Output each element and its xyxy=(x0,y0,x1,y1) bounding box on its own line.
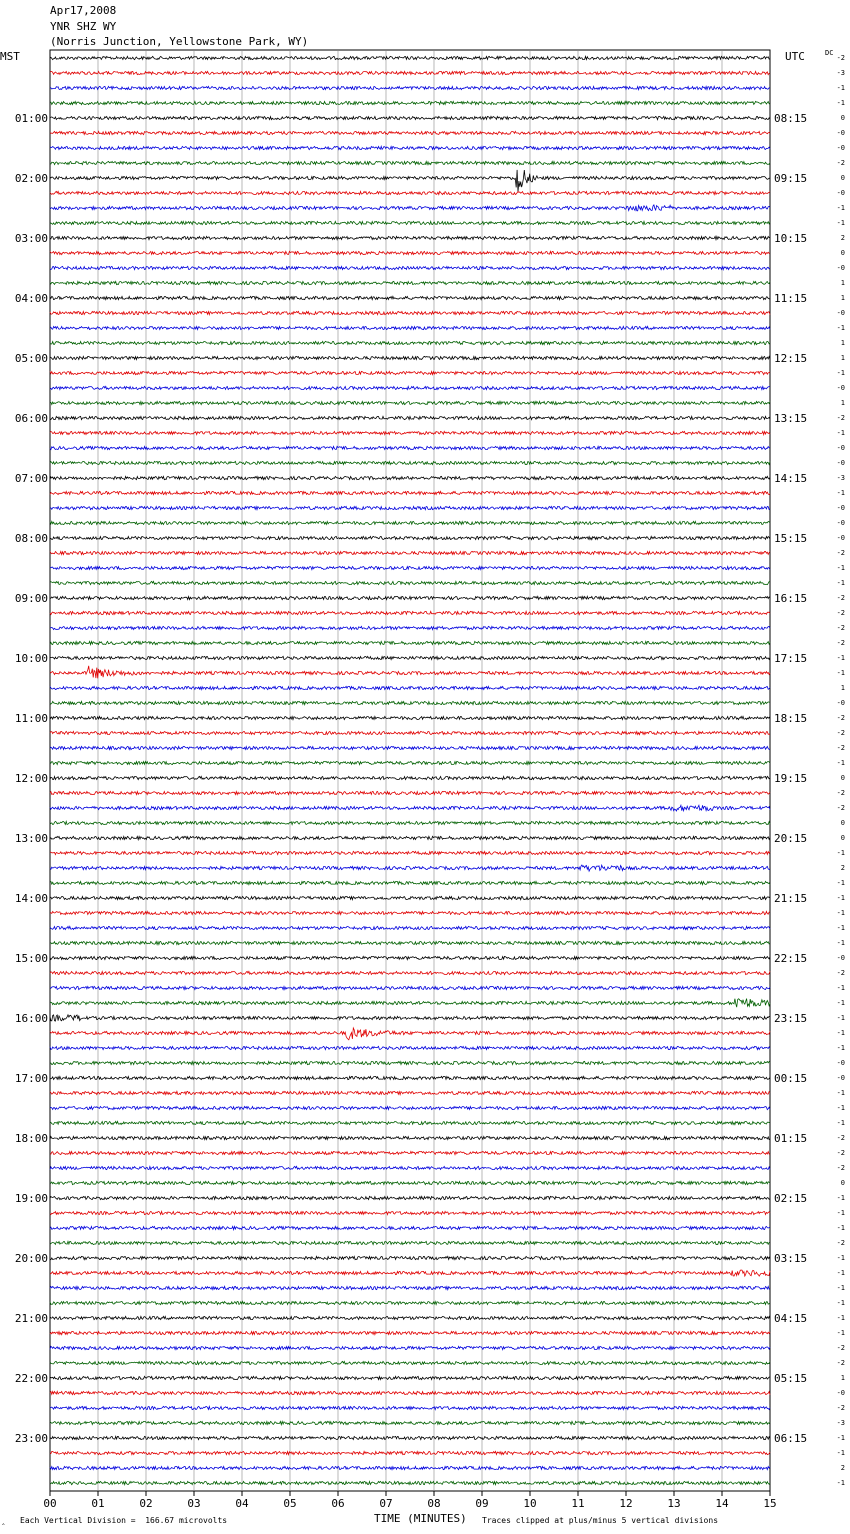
seismic-trace xyxy=(50,221,770,224)
seismic-trace xyxy=(50,1421,770,1424)
dc-offset-label: -2 xyxy=(836,1359,845,1367)
dc-offset-label: -2 xyxy=(836,624,845,632)
seismic-trace xyxy=(50,1376,770,1379)
dc-offset-label: -2 xyxy=(836,1404,845,1412)
seismic-trace xyxy=(50,476,770,479)
left-hour-label: 14:00 xyxy=(14,892,48,905)
dc-offset-label: -1 xyxy=(836,1329,845,1337)
dc-offset-label: -1 xyxy=(836,1209,845,1217)
seismic-trace xyxy=(50,851,770,854)
seismic-trace xyxy=(50,1436,770,1439)
dc-offset-label: -0 xyxy=(836,129,845,137)
left-hour-label: 17:00 xyxy=(14,1072,48,1085)
seismic-trace xyxy=(50,746,770,749)
right-hour-label: 18:15 xyxy=(774,712,808,725)
dc-offset-label: -2 xyxy=(836,414,845,422)
x-tick-label: 12 xyxy=(619,1497,633,1510)
seismic-trace xyxy=(50,101,770,104)
seismic-trace xyxy=(50,1406,770,1409)
dc-offset-header: DC xyxy=(825,49,834,57)
dc-offset-label: -0 xyxy=(836,1074,845,1082)
seismic-trace xyxy=(50,56,770,59)
right-hour-label: 08:15 xyxy=(774,112,808,125)
right-hour-label: 22:15 xyxy=(774,952,808,965)
seismic-trace xyxy=(50,491,770,494)
dc-offset-label: -0 xyxy=(836,504,845,512)
right-hour-label: 17:15 xyxy=(774,652,808,665)
dc-offset-label: -1 xyxy=(836,579,845,587)
dc-offset-label: -1 xyxy=(836,99,845,107)
left-hour-label: 12:00 xyxy=(14,772,48,785)
dc-offset-label: -1 xyxy=(836,654,845,662)
seismic-trace xyxy=(50,1046,770,1049)
dc-offset-label: -1 xyxy=(836,1284,845,1292)
left-hour-label: 09:00 xyxy=(14,592,48,605)
dc-offset-label: -3 xyxy=(836,474,845,482)
seismic-trace xyxy=(50,896,770,899)
right-hour-label: 04:15 xyxy=(774,1312,808,1325)
seismic-trace xyxy=(50,266,770,269)
seismic-trace xyxy=(50,1241,770,1244)
seismic-trace xyxy=(50,371,770,374)
dc-offset-label: -1 xyxy=(836,1044,845,1052)
seismic-trace xyxy=(50,1028,770,1040)
dc-offset-label: -1 xyxy=(836,489,845,497)
seismic-trace xyxy=(50,356,770,359)
seismic-trace xyxy=(50,611,770,614)
dc-offset-label: 0 xyxy=(840,774,845,782)
seismic-trace xyxy=(50,1256,770,1259)
dc-offset-label: -1 xyxy=(836,999,845,1007)
dc-offset-label: -2 xyxy=(836,609,845,617)
dc-offset-label: -1 xyxy=(836,204,845,212)
dc-offset-label: -0 xyxy=(836,954,845,962)
dc-offset-label: -0 xyxy=(836,519,845,527)
right-hour-label: 23:15 xyxy=(774,1012,808,1025)
dc-offset-label: -2 xyxy=(836,729,845,737)
seismic-trace xyxy=(50,281,770,284)
dc-offset-label: -2 xyxy=(836,549,845,557)
dc-offset-label: -0 xyxy=(836,384,845,392)
seismic-trace xyxy=(50,805,770,811)
seismic-trace xyxy=(50,971,770,974)
right-hour-label: 13:15 xyxy=(774,412,808,425)
right-hour-label: 00:15 xyxy=(774,1072,808,1085)
right-hour-label: 14:15 xyxy=(774,472,808,485)
seismic-trace xyxy=(50,161,770,164)
dc-offset-label: 2 xyxy=(840,1464,845,1472)
seismic-trace xyxy=(50,1211,770,1214)
left-hour-label: 04:00 xyxy=(14,292,48,305)
dc-offset-label: -1 xyxy=(836,324,845,332)
seismic-trace xyxy=(50,1361,770,1364)
seismic-trace xyxy=(50,1451,770,1454)
seismic-trace xyxy=(50,821,770,824)
right-hour-label: 06:15 xyxy=(774,1432,808,1445)
dc-offset-label: 0 xyxy=(840,114,845,122)
dc-offset-label: -2 xyxy=(836,1164,845,1172)
x-tick-label: 15 xyxy=(763,1497,777,1510)
seismic-trace xyxy=(50,865,770,871)
dc-offset-label: 1 xyxy=(840,684,845,692)
seismic-trace xyxy=(50,581,770,584)
seismic-trace xyxy=(50,416,770,419)
left-hour-label: 22:00 xyxy=(14,1372,48,1385)
left-hour-label: 05:00 xyxy=(14,352,48,365)
seismic-trace xyxy=(50,146,770,149)
seismic-trace xyxy=(50,551,770,554)
dc-offset-label: -1 xyxy=(836,1434,845,1442)
dc-offset-label: -3 xyxy=(836,1419,845,1427)
seismic-trace xyxy=(50,626,770,629)
x-axis-title: TIME (MINUTES) xyxy=(374,1512,467,1525)
dc-offset-label: -1 xyxy=(836,924,845,932)
left-hour-label: 11:00 xyxy=(14,712,48,725)
x-tick-label: 09 xyxy=(475,1497,489,1510)
left-hour-label: 15:00 xyxy=(14,952,48,965)
left-hour-label: 18:00 xyxy=(14,1132,48,1145)
dc-offset-label: -1 xyxy=(836,759,845,767)
dc-offset-label: -3 xyxy=(836,69,845,77)
seismic-trace xyxy=(50,1106,770,1109)
dc-offset-label: -1 xyxy=(836,1104,845,1112)
dc-offset-label: -2 xyxy=(836,714,845,722)
dc-offset-label: -1 xyxy=(836,1269,845,1277)
x-tick-label: 10 xyxy=(523,1497,537,1510)
dc-offset-label: -0 xyxy=(836,1389,845,1397)
dc-offset-label: 2 xyxy=(840,234,845,242)
seismic-trace xyxy=(50,1091,770,1094)
dc-offset-label: -1 xyxy=(836,1479,845,1487)
chart-date: Apr17,2008 xyxy=(50,4,117,17)
seismic-trace xyxy=(50,326,770,329)
dc-offset-label: -0 xyxy=(836,264,845,272)
dc-offset-label: -0 xyxy=(836,459,845,467)
x-tick-label: 06 xyxy=(331,1497,345,1510)
dc-offset-label: -0 xyxy=(836,309,845,317)
dc-offset-label: 2 xyxy=(840,864,845,872)
dc-offset-label: -1 xyxy=(836,894,845,902)
dc-offset-label: 1 xyxy=(840,354,845,362)
seismic-trace xyxy=(50,1076,770,1079)
dc-offset-label: -0 xyxy=(836,444,845,452)
dc-offset-label: -0 xyxy=(836,144,845,152)
left-hour-label: 08:00 xyxy=(14,532,48,545)
seismic-trace xyxy=(50,446,770,449)
seismic-trace xyxy=(50,386,770,389)
dc-offset-label: -1 xyxy=(836,1314,845,1322)
left-hour-label: 19:00 xyxy=(14,1192,48,1205)
dc-offset-label: -1 xyxy=(836,219,845,227)
station-location: (Norris Junction, Yellowstone Park, WY) xyxy=(50,35,309,48)
left-hour-label: 13:00 xyxy=(14,832,48,845)
right-hour-label: 03:15 xyxy=(774,1252,808,1265)
dc-offset-label: -2 xyxy=(836,1239,845,1247)
seismic-trace xyxy=(50,776,770,779)
right-hour-label: 15:15 xyxy=(774,532,808,545)
seismic-trace xyxy=(50,986,770,989)
dc-offset-label: -1 xyxy=(836,1029,845,1037)
seismic-trace xyxy=(50,761,770,764)
dc-offset-label: -0 xyxy=(836,189,845,197)
dc-offset-label: -1 xyxy=(836,849,845,857)
seismic-trace xyxy=(50,170,770,192)
dc-offset-label: -0 xyxy=(836,534,845,542)
scale-note: Each Vertical Division = 166.67 microvolts xyxy=(20,1516,228,1525)
right-hour-label: 19:15 xyxy=(774,772,808,785)
dc-offset-label: -1 xyxy=(836,669,845,677)
seismic-trace xyxy=(50,131,770,134)
seismic-trace xyxy=(50,461,770,464)
left-hour-label: 16:00 xyxy=(14,1012,48,1025)
seismic-trace xyxy=(50,71,770,74)
right-hour-label: 01:15 xyxy=(774,1132,808,1145)
plot-frame xyxy=(50,50,770,1491)
dc-offset-label: -2 xyxy=(836,159,845,167)
right-hour-label: 10:15 xyxy=(774,232,808,245)
x-tick-label: 04 xyxy=(235,1497,249,1510)
dc-offset-label: 1 xyxy=(840,399,845,407)
seismic-trace xyxy=(50,731,770,734)
dc-offset-label: -1 xyxy=(836,84,845,92)
seismic-trace xyxy=(50,1270,770,1276)
seismic-trace xyxy=(50,1181,770,1184)
seismic-trace xyxy=(50,191,770,194)
dc-offset-label: -2 xyxy=(836,54,845,62)
dc-offset-label: -1 xyxy=(836,939,845,947)
station-code: YNR SHZ WY xyxy=(50,20,117,33)
dc-offset-label: 0 xyxy=(840,249,845,257)
dc-offset-label: -2 xyxy=(836,639,845,647)
dc-offset-label: -2 xyxy=(836,1344,845,1352)
x-tick-label: 02 xyxy=(139,1497,153,1510)
seismic-trace xyxy=(50,1226,770,1229)
left-hour-label: 10:00 xyxy=(14,652,48,665)
dc-offset-label: -1 xyxy=(836,1119,845,1127)
dc-offset-label: -1 xyxy=(836,984,845,992)
dc-offset-label: -2 xyxy=(836,594,845,602)
x-tick-label: 11 xyxy=(571,1497,585,1510)
left-hour-label: 20:00 xyxy=(14,1252,48,1265)
x-tick-label: 14 xyxy=(715,1497,729,1510)
right-hour-label: 11:15 xyxy=(774,292,808,305)
dc-offset-label: -0 xyxy=(836,699,845,707)
right-hour-label: 02:15 xyxy=(774,1192,808,1205)
dc-offset-label: 1 xyxy=(840,294,845,302)
seismic-trace xyxy=(50,656,770,659)
dc-offset-label: -1 xyxy=(836,1254,845,1262)
right-timezone-label: UTC xyxy=(785,50,805,63)
left-hour-label: 06:00 xyxy=(14,412,48,425)
seismic-trace xyxy=(50,881,770,884)
seismic-trace xyxy=(50,86,770,89)
left-hour-label: 01:00 xyxy=(14,112,48,125)
clip-note: Traces clipped at plus/minus 5 vertical divisions xyxy=(482,1516,719,1525)
seismic-trace xyxy=(50,341,770,344)
x-tick-label: 07 xyxy=(379,1497,393,1510)
x-tick-label: 13 xyxy=(667,1497,681,1510)
dc-offset-label: -2 xyxy=(836,1134,845,1142)
dc-offset-label: -1 xyxy=(836,1224,845,1232)
seismic-trace xyxy=(50,1331,770,1334)
seismic-trace xyxy=(50,1151,770,1154)
dc-offset-label: -2 xyxy=(836,969,845,977)
seismic-trace xyxy=(50,1015,770,1021)
dc-offset-label: 1 xyxy=(840,1374,845,1382)
seismic-trace xyxy=(50,1121,770,1124)
seismic-trace xyxy=(50,716,770,719)
left-hour-label: 03:00 xyxy=(14,232,48,245)
dc-offset-label: -2 xyxy=(836,744,845,752)
x-tick-label: 00 xyxy=(43,1497,57,1510)
seismic-trace xyxy=(50,236,770,239)
footer-mark: ‸ xyxy=(2,1516,5,1525)
seismic-trace xyxy=(50,1391,770,1394)
seismic-trace xyxy=(50,205,770,211)
seismic-trace xyxy=(50,596,770,599)
dc-offset-label: -1 xyxy=(836,1449,845,1457)
dc-offset-label: 1 xyxy=(840,339,845,347)
seismic-trace xyxy=(50,431,770,434)
seismic-trace xyxy=(50,1466,770,1469)
right-hour-label: 16:15 xyxy=(774,592,808,605)
left-hour-label: 07:00 xyxy=(14,472,48,485)
dc-offset-label: -0 xyxy=(836,1059,845,1067)
dc-offset-label: -1 xyxy=(836,909,845,917)
seismic-trace xyxy=(50,116,770,119)
dc-offset-label: 1 xyxy=(840,279,845,287)
seismic-trace xyxy=(50,1301,770,1304)
dc-offset-label: -1 xyxy=(836,1194,845,1202)
dc-offset-label: -1 xyxy=(836,369,845,377)
seismic-trace xyxy=(50,566,770,569)
dc-offset-label: 0 xyxy=(840,819,845,827)
seismic-trace xyxy=(50,791,770,794)
dc-offset-label: -2 xyxy=(836,789,845,797)
seismic-trace xyxy=(50,686,770,689)
seismic-trace xyxy=(50,251,770,254)
right-hour-label: 09:15 xyxy=(774,172,808,185)
left-hour-label: 23:00 xyxy=(14,1432,48,1445)
dc-offset-label: -2 xyxy=(836,1149,845,1157)
seismic-trace xyxy=(50,1136,770,1139)
seismic-trace xyxy=(50,701,770,704)
x-tick-label: 08 xyxy=(427,1497,441,1510)
dc-offset-label: 0 xyxy=(840,1179,845,1187)
x-tick-label: 01 xyxy=(91,1497,105,1510)
right-hour-label: 12:15 xyxy=(774,352,808,365)
dc-offset-label: -1 xyxy=(836,429,845,437)
left-hour-label: 21:00 xyxy=(14,1312,48,1325)
dc-offset-label: 0 xyxy=(840,834,845,842)
x-tick-label: 03 xyxy=(187,1497,201,1510)
dc-offset-label: -1 xyxy=(836,1299,845,1307)
right-hour-label: 21:15 xyxy=(774,892,808,905)
right-hour-label: 20:15 xyxy=(774,832,808,845)
left-hour-label: 02:00 xyxy=(14,172,48,185)
seismic-trace xyxy=(50,999,770,1008)
x-tick-label: 05 xyxy=(283,1497,297,1510)
seismic-trace xyxy=(50,521,770,524)
seismic-trace xyxy=(50,1166,770,1169)
seismic-trace xyxy=(50,666,770,679)
seismic-trace xyxy=(50,311,770,314)
seismic-trace xyxy=(50,956,770,959)
seismic-trace xyxy=(50,836,770,839)
seismic-trace xyxy=(50,1061,770,1064)
seismic-trace xyxy=(50,1346,770,1349)
dc-offset-label: -1 xyxy=(836,564,845,572)
seismic-trace xyxy=(50,296,770,299)
dc-offset-label: -1 xyxy=(836,879,845,887)
seismic-trace xyxy=(50,1316,770,1319)
seismic-trace xyxy=(50,1196,770,1199)
seismic-trace xyxy=(50,911,770,914)
seismic-trace xyxy=(50,401,770,404)
right-hour-label: 05:15 xyxy=(774,1372,808,1385)
seismic-trace xyxy=(50,506,770,509)
seismic-trace xyxy=(50,1286,770,1289)
dc-offset-label: -2 xyxy=(836,804,845,812)
seismic-trace xyxy=(50,536,770,539)
dc-offset-label: -1 xyxy=(836,1089,845,1097)
left-timezone-label: MST xyxy=(0,50,20,63)
seismic-trace xyxy=(50,926,770,929)
dc-offset-label: 0 xyxy=(840,174,845,182)
seismic-trace xyxy=(50,641,770,644)
seismic-trace xyxy=(50,941,770,944)
seismic-trace xyxy=(50,1481,770,1484)
dc-offset-label: -1 xyxy=(836,1014,845,1022)
